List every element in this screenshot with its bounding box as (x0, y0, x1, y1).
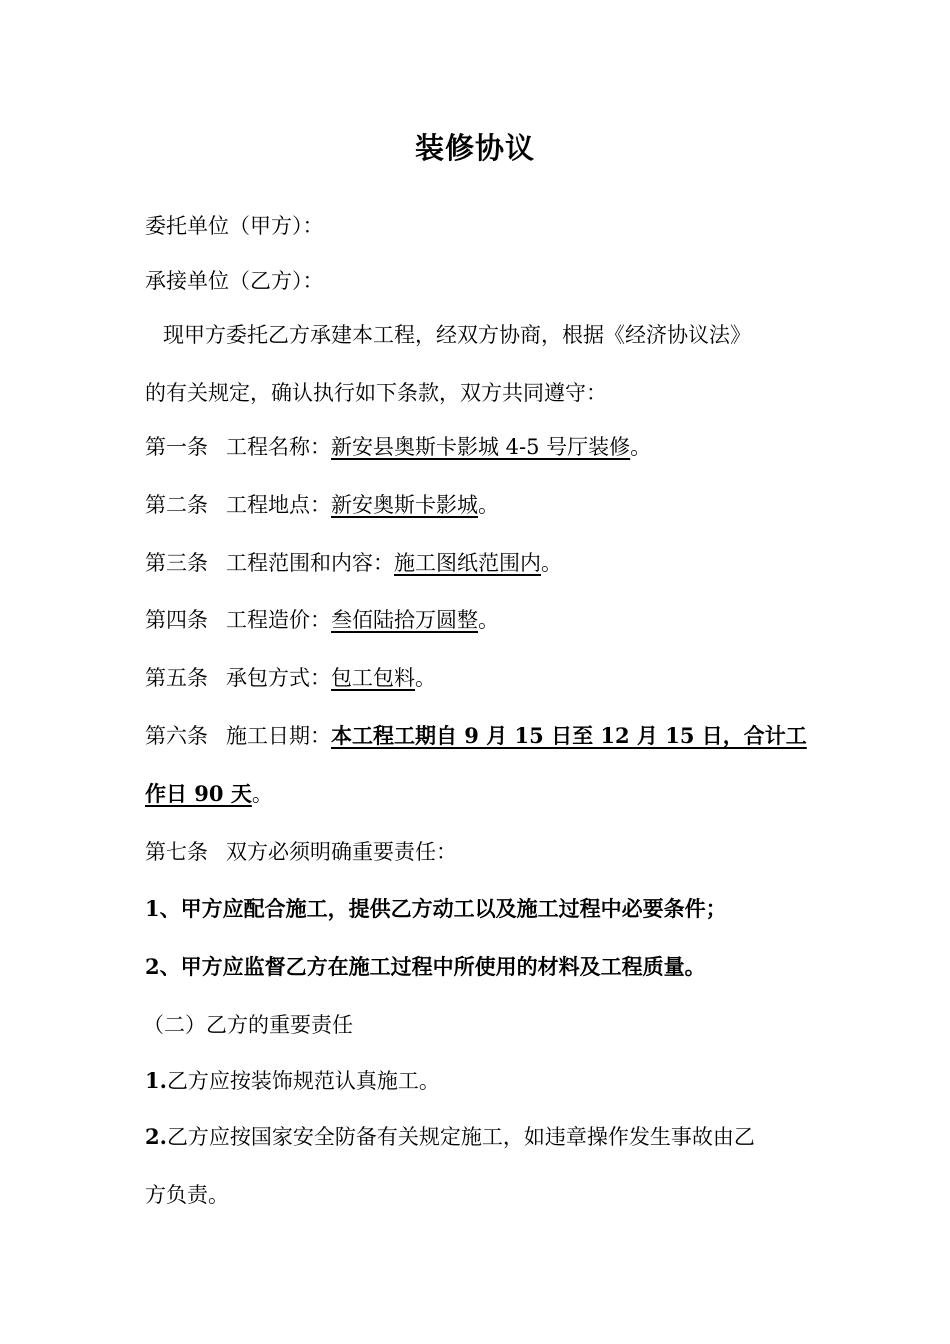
article-number: 第二条 (145, 493, 208, 517)
article-label: 工程地点： (226, 493, 331, 517)
article-6 (145, 721, 807, 751)
article-end: 。 (478, 493, 499, 517)
article-value: 新安奥斯卡影城 (331, 493, 478, 517)
document-title: 装修协议 (414, 131, 535, 165)
party-a-duty-2: 2、甲方应监督乙方在施工过程中所使用的材料及工程质量。 (145, 954, 706, 979)
article-5 (145, 663, 436, 693)
intro-line-1: 现甲方委托乙方承建本工程，经双方协商，根据《经济协议法》 (163, 323, 751, 347)
article-number: 第五条 (145, 666, 208, 690)
party-b-duty-2-continued: 方负责。 (145, 1183, 229, 1207)
intro-line-2: 的有关规定，确认执行如下条款，双方共同遵守： (145, 381, 607, 405)
article-2 (145, 490, 499, 520)
article-7 (145, 837, 457, 867)
article-number: 第四条 (145, 608, 208, 632)
article-label: 工程造价： (226, 608, 331, 632)
article-end: 。 (251, 782, 273, 806)
article-label: 工程名称： (226, 435, 331, 459)
article-value-continued: 作日 90 天 (145, 781, 252, 806)
party-b-duty-1 (145, 1066, 440, 1096)
article-3 (145, 548, 562, 578)
article-number: 第六条 (145, 724, 208, 748)
article-value: 叁佰陆拾万圆整 (331, 608, 478, 632)
article-6-continued (145, 779, 273, 809)
article-label: 承包方式： (226, 666, 331, 690)
article-4 (145, 605, 499, 635)
article-end: 。 (415, 666, 436, 690)
article-value: 本工程工期自 9 月 15 日至 12 月 15 日，合计工 (331, 723, 807, 748)
article-value: 新安县奥斯卡影城 4-5 号厅装修 (331, 435, 631, 459)
duty-text: 乙方应按装饰规范认真施工。 (166, 1069, 440, 1093)
party-b-duty-2 (145, 1122, 755, 1152)
article-number: 第一条 (145, 435, 208, 459)
article-end: 。 (478, 608, 499, 632)
article-end: 。 (630, 435, 652, 459)
article-number: 第七条 (145, 840, 208, 864)
article-1 (145, 432, 651, 462)
duty-number: 1. (145, 1068, 167, 1093)
article-label: 施工日期： (226, 724, 331, 748)
article-number: 第三条 (145, 551, 208, 575)
party-b-heading: （二）乙方的重要责任 (143, 1013, 353, 1037)
party-b-line: 承接单位（乙方）： (145, 269, 324, 293)
duty-text: 乙方应按国家安全防备有关规定施工，如违章操作发生事故由乙 (166, 1125, 755, 1149)
article-label: 双方必须明确重要责任： (226, 840, 457, 864)
article-label: 工程范围和内容： (226, 551, 394, 575)
party-a-line: 委托单位（甲方）： (145, 214, 324, 238)
article-value: 施工图纸范围内 (394, 551, 541, 575)
article-end: 。 (541, 551, 562, 575)
article-value: 包工包料 (331, 666, 415, 690)
duty-number: 2. (145, 1124, 167, 1149)
party-a-duty-1: 1、甲方应配合施工，提供乙方动工以及施工过程中必要条件； (145, 896, 727, 921)
